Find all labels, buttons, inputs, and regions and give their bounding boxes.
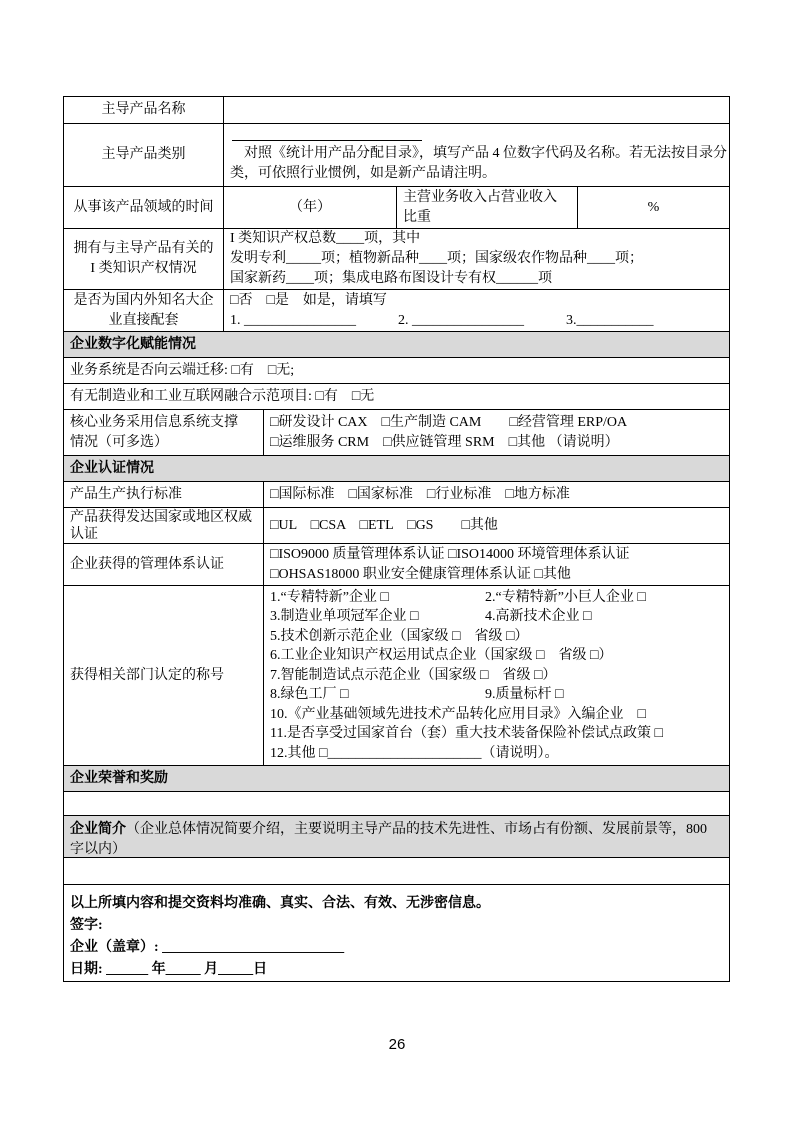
management-cert-options: [263, 544, 729, 585]
revenue-share-label: 主营业务收入占营业收入 比重: [396, 187, 577, 228]
standard-options: [263, 482, 729, 507]
management-cert-label: 企业获得的管理体系认证: [70, 556, 224, 572]
ip-value: I 类知识产权总数____项，其中 发明专利_____项；植物新品种____项；国家级农作物品种____项； 国家新药____项；集成电路布图设计专有权______项: [223, 229, 729, 289]
integration-row: [64, 384, 729, 410]
oem-blanks: 1. ________________ 2. ________________ 3.___________: [230, 312, 654, 328]
oem-value: [223, 290, 729, 331]
ip-label: 拥有与主导产品有关的 I 类知识产权情况: [73, 241, 214, 276]
titles-row: [64, 586, 729, 766]
revenue-share-unit: %: [577, 187, 729, 228]
title-item-line: 5.技术创新示范企业（国家级 □ 省级 □）: [270, 628, 529, 644]
foreign-cert-label: 产品获得发达国家或地区权威 认证: [70, 509, 252, 542]
title-item-line: 12.其他 □______________________（请说明）。: [270, 745, 559, 761]
profile-value: [64, 858, 729, 884]
oem-label: 是否为国内外知名大企 业直接配套: [73, 292, 214, 328]
management-cert-row: [64, 544, 729, 586]
cloud-migration-row: [64, 358, 729, 384]
product-name-row: [64, 97, 729, 124]
oem-checkbox-options: □否 □是 如是，请填写: [230, 292, 387, 308]
declaration-block: [64, 885, 729, 981]
product-category-value: 对照《统计用产品分配目录》，填写产品 4 位数字代码及名称。若无法按目录分 类，可依照行业惯例，如是新产品请注明。: [223, 124, 729, 186]
page-number: 26: [388, 1036, 406, 1053]
management-checkbox-line1: □ISO9000 质量管理体系认证 □ISO14000 环境管理体系认证: [270, 546, 630, 562]
integration-checkbox-options: 有无制造业和工业互联网融合示范项目: □有 □无: [70, 388, 375, 404]
profile-header: [64, 816, 729, 857]
title-item-line: 11.是否享受过国家首台（套）重大技术装备保险补偿试点政策 □: [270, 726, 663, 742]
declaration-row: [64, 885, 729, 981]
title-item-line: 6.工业企业知识产权运用试点企业（国家级 □ 省级 □）: [270, 648, 613, 664]
profile-label: 企业简介: [70, 822, 126, 837]
ip-row: [64, 229, 729, 290]
section-header-digital: 企业数字化赋能情况: [64, 332, 729, 358]
honors-value: [64, 792, 729, 815]
field-time-value: （年）: [223, 187, 396, 228]
core-systems-checkbox-line1: □研发设计 CAX □生产制造 CAM □经营管理 ERP/OA: [270, 414, 628, 430]
core-systems-options: [263, 410, 729, 455]
cloud-checkbox-options: 业务系统是否向云端迁移: □有 □无;: [70, 362, 295, 378]
company-seal-line: 企业（盖章）: __________________________: [70, 940, 345, 955]
profile-header-row: [64, 816, 729, 858]
date-line: 日期: ______ 年_____ 月_____日: [70, 962, 268, 977]
title-item-line: 3.制造业单项冠军企业 □ 4.高新技术企业 □: [270, 609, 592, 625]
category-blank-line: [232, 130, 422, 141]
profile-value-row: [64, 858, 729, 885]
foreign-cert-options: [263, 508, 729, 543]
core-systems-label: 核心业务采用信息系统支撑 情况（可多选）: [70, 414, 238, 450]
title-item-line: 7.智能制造试点示范企业（国家级 □ 省级 □）: [270, 667, 557, 683]
foreign-cert-row: [64, 508, 729, 544]
management-checkbox-line2: □OHSAS18000 职业安全健康管理体系认证 □其他: [270, 566, 571, 582]
cloud-migration-value: [64, 358, 729, 383]
honors-value-row: [64, 792, 729, 816]
title-item-line: 10.《产业基础领域先进技术产品转化应用目录》入编企业 □: [270, 706, 646, 722]
standard-row: [64, 482, 729, 508]
integration-value: [64, 384, 729, 409]
titles-label: 获得相关部门认定的称号: [70, 667, 224, 683]
foreign-checkbox-options: □UL □CSA □ETL □GS □其他: [270, 517, 498, 533]
declaration-statement: 以上所填内容和提交资料均准确、真实、合法、有效、无涉密信息。: [70, 896, 490, 911]
core-systems-checkbox-line2: □运维服务 CRM □供应链管理 SRM □其他 （请说明）: [270, 434, 619, 450]
core-systems-row: [64, 410, 729, 456]
signature-label: 签字:: [70, 918, 103, 933]
oem-row: [64, 290, 729, 332]
product-category-label: 主导产品类别: [101, 147, 186, 162]
section-header-certification: 企业认证情况: [64, 456, 729, 482]
standard-label: 产品生产执行标准: [70, 486, 182, 502]
titles-options: [263, 586, 729, 765]
field-time-row: [64, 187, 729, 229]
section-header-honors: 企业荣誉和奖励: [64, 766, 729, 792]
field-time-label: 从事该产品领域的时间: [73, 199, 214, 215]
enterprise-form-table: [63, 96, 730, 982]
product-category-row: [64, 124, 729, 187]
title-item-line: 1.“专精特新”企业 □ 2.“专精特新”小巨人企业 □: [270, 589, 646, 605]
profile-description: （企业总体情况简要介绍，主要说明主导产品的技术先进性、市场占有份额、发展前景等，800 字以内）: [70, 822, 707, 857]
product-name-label: 主导产品名称: [101, 102, 186, 117]
title-item-line: 8.绿色工厂 □ 9.质量标杆 □: [270, 687, 564, 703]
product-name-value: [223, 97, 729, 123]
standard-checkbox-options: □国际标准 □国家标准 □行业标准 □地方标准: [270, 486, 570, 502]
